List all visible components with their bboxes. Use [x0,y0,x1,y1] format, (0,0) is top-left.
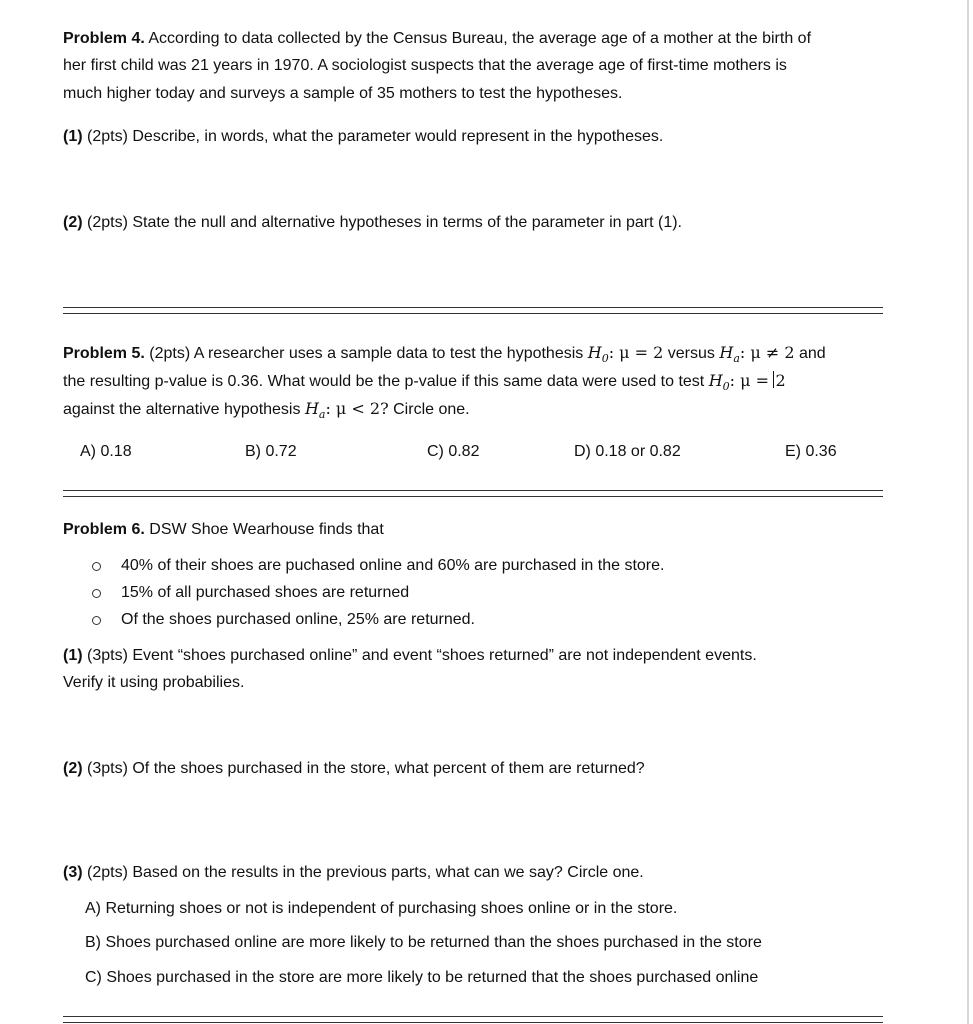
bullet-icon [92,616,101,625]
null-eq: : μ = 2 [608,343,664,362]
problem4-intro-1: According to data collected by the Census Bureau, the average age of a mother at the birth of [148,30,812,47]
choice-d[interactable]: D) 0.18 or 0.82 [574,443,681,460]
h0-symbol: H [587,343,602,362]
ha-symbol: H [719,343,734,362]
problem4-part1-text: (2pts) Describe, in words, what the parameter would represent in the hypotheses. [87,128,664,145]
problem5-label: Problem 5. [63,345,145,362]
choice-e[interactable]: E) 0.36 [785,443,837,460]
choice-a[interactable]: A) 0.18 [80,443,132,460]
separator-1 [63,307,883,314]
bullet-item-2: 15% of all purchased shoes are returned [121,584,410,601]
problem4-intro-3: much higher today and surveys a sample of 35 mothers to test the hypotheses. [63,85,623,102]
problem4-part2-label: (2) [63,214,83,231]
problem6-part3 [63,863,644,883]
problem4-part1-label: (1) [63,128,83,145]
bullet-icon [92,589,101,598]
problem6-part1-line1 [63,646,757,666]
and-word: and [798,345,826,362]
problem5-line2-text: the resulting p-value is 0.36. What would be the p-value if this same data were used to test [63,373,705,390]
problem4-label: Problem 4. [63,30,145,47]
problem6-part1-line2: Verify it using probabilies. [63,674,245,691]
problem4-part1 [63,127,663,147]
alt-eq-2: : μ < 2? [325,399,389,418]
circle-one-text: Circle one. [393,401,470,418]
problem4-part2-text: (2pts) State the null and alternative hypotheses in terms of the parameter in part (1). [87,214,682,231]
ha-subscript-2: a [318,408,326,422]
choice-c[interactable]: C) 0.82 [427,443,480,460]
h0-symbol-2: H [708,371,723,390]
problem5-line3-text: against the alternative hypothesis [63,401,301,418]
h0-subscript-2: 0 [722,380,730,394]
problem6-intro-text: DSW Shoe Wearhouse finds that [149,521,384,538]
bullet-item-3: Of the shoes purchased online, 25% are returned. [121,611,475,628]
problem6-part2-label: (2) [63,760,83,777]
problem5-line2 [63,371,786,392]
problem4-intro-2: her first child was 21 years in 1970. A sociologist suspects that the average age of first-time mothers is [63,57,787,74]
option-b[interactable]: B) Shoes purchased online are more likely to be returned than the shoes purchased in the store [85,934,762,951]
null-eq-2-value: 2 [775,371,786,390]
option-a[interactable]: A) Returning shoes or not is independent of purchasing shoes online or in the store. [85,900,678,917]
ha-subscript: a [733,352,740,366]
problem6-part2 [63,759,645,779]
bullet-icon [92,562,101,571]
bullet-item-1: 40% of their shoes are puchased online and 60% are purchased in the store. [121,557,665,574]
separator-2 [63,490,883,497]
problem6-part1-label: (1) [63,647,83,664]
problem6-part1-text: (3pts) Event “shoes purchased online” and event “shoes returned” are not independent events. [87,647,757,664]
h0-subscript: 0 [601,352,609,366]
ha-symbol-2: H [304,399,319,418]
problem4-line1 [63,29,811,49]
versus-word: versus [667,345,715,362]
alt-eq: : μ ≠ 2 [739,343,795,362]
problem6-part2-text: (3pts) Of the shoes purchased in the store, what percent of them are returned? [87,760,645,777]
problem6-intro [63,520,384,540]
option-c[interactable]: C) Shoes purchased in the store are more likely to be returned that the shoes purchased online [85,969,759,986]
problem6-part3-text: (2pts) Based on the results in the previous parts, what can we say? Circle one. [87,864,644,881]
problem4-part2 [63,213,682,233]
null-eq-2: : μ = [729,371,770,390]
choice-b[interactable]: B) 0.72 [245,443,297,460]
problem6-label: Problem 6. [63,521,145,538]
separator-3 [63,1016,883,1023]
problem5-line1-text: (2pts) A researcher uses a sample data to test the hypothesis [149,345,584,362]
problem5-line3 [63,399,470,420]
problem5-line1 [63,343,826,364]
problem6-part3-label: (3) [63,864,83,881]
